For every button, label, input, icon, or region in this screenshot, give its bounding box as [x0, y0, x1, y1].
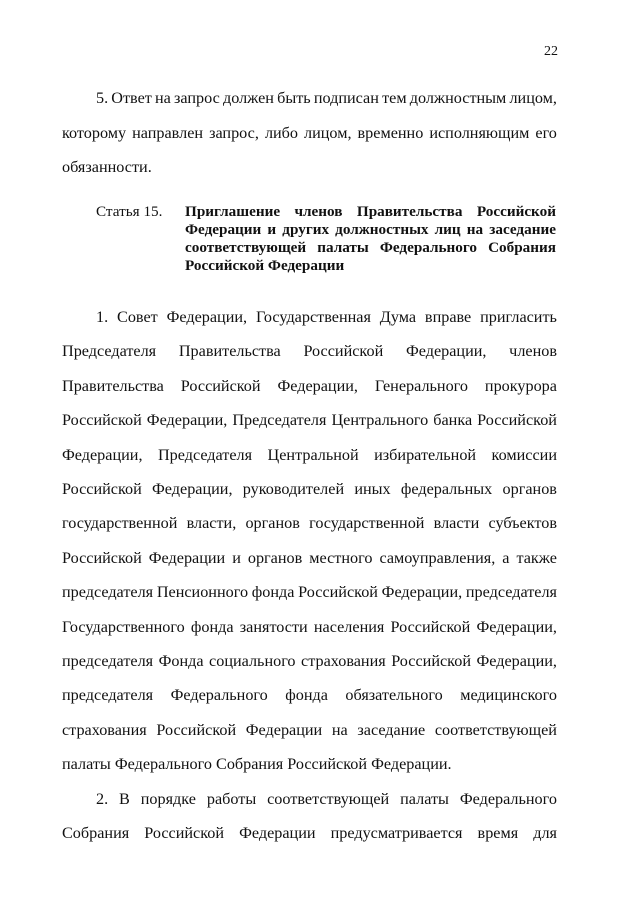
article-title-line: соответствующей палаты Федерального Собрания — [185, 239, 556, 256]
paragraph-1-line: страхования Российской Федерации на заседание соответствующей — [62, 721, 557, 739]
paragraph-1-line: палаты Федерального Собрания Российской Федерации. — [62, 755, 452, 773]
paragraph-1-line: Российской Федерации и органов местного самоуправления, а также — [62, 549, 557, 567]
paragraph-5-line: обязанности. — [62, 158, 152, 176]
article-title-line: Федерации и других должностных лиц на заседание — [185, 221, 556, 238]
paragraph-5-line: 5. Ответ на запрос должен быть подписан тем должностным лицом, — [96, 89, 557, 107]
paragraph-1-line: Правительства Российской Федерации, Генерального прокурора — [62, 377, 557, 395]
paragraph-1-line: Российской Федерации, руководителей иных федеральных органов — [62, 480, 557, 498]
paragraph-1-line: государственной власти, органов государственной власти субъектов — [62, 514, 557, 532]
article-title-line: Российской Федерации — [185, 257, 345, 274]
paragraph-1-line: Председателя Правительства Российской Федерации, членов — [62, 342, 557, 360]
article-title — [185, 203, 556, 275]
paragraph-1-line: Российской Федерации, Председателя Центрального банка Российской — [62, 411, 557, 429]
paragraph-1-line: Государственного фонда занятости населения Российской Федерации, — [62, 618, 557, 636]
article-number: Статья 15. — [96, 203, 163, 220]
paragraph-2-line: Собрания Российской Федерации предусматривается время для — [62, 824, 557, 842]
paragraph-1-line: председателя Фонда социального страхования Российской Федерации, — [62, 652, 557, 670]
page-number: 22 — [544, 44, 558, 59]
paragraph-1-line: 1. Совет Федерации, Государственная Дума вправе пригласить — [96, 308, 557, 326]
paragraph-1-line: председателя Пенсионного фонда Российской Федерации, председателя — [62, 583, 557, 601]
paragraph-5-line: которому направлен запрос, либо лицом, временно исполняющим его — [62, 124, 557, 142]
article-title-line: Приглашение членов Правительства Российской — [185, 203, 556, 220]
paragraph-1-line: Федерации, Председателя Центральной избирательной комиссии — [62, 446, 557, 464]
paragraph-1-line: председателя Федерального фонда обязательного медицинского — [62, 686, 557, 704]
paragraph-2-line: 2. В порядке работы соответствующей палаты Федерального — [96, 790, 557, 808]
